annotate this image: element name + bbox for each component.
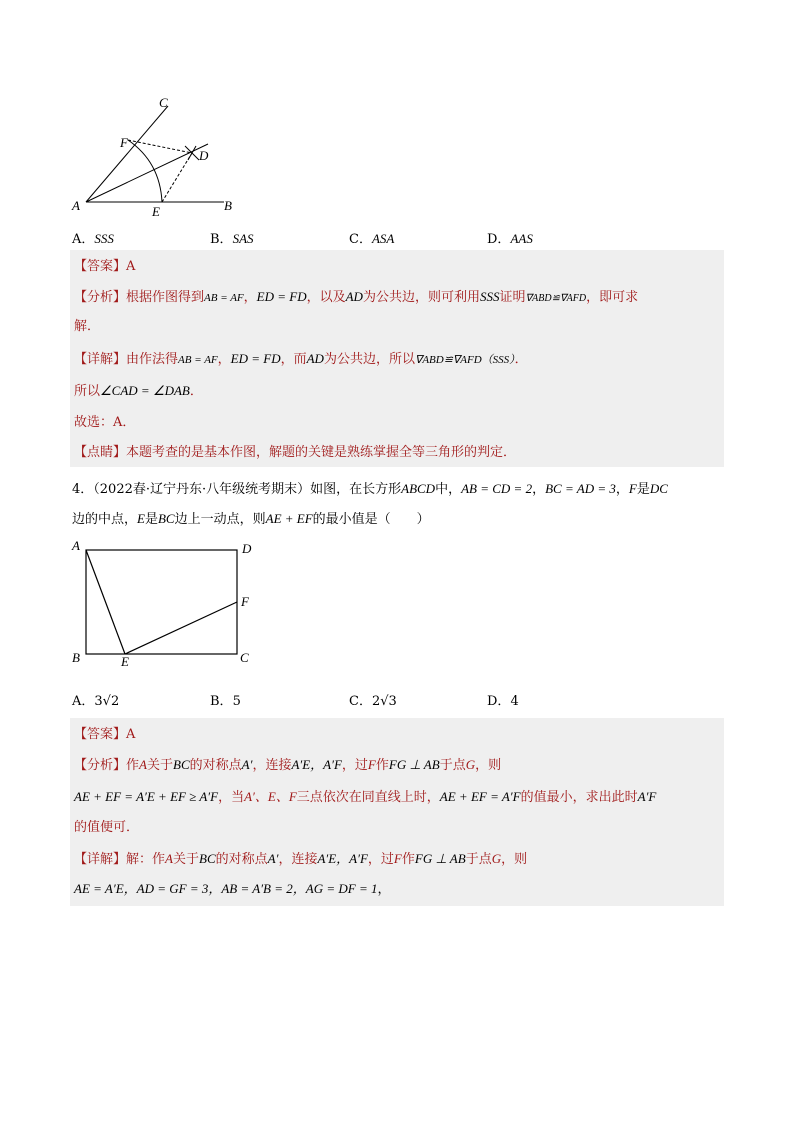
answer-value: A [126, 727, 136, 742]
text: ． [189, 384, 203, 399]
q3-option-a [72, 228, 114, 247]
text: ． [514, 352, 528, 367]
detail-tag: 【详解】 [74, 352, 127, 367]
q4-option-c [349, 690, 397, 709]
q4-analysis-line-1 [74, 756, 501, 775]
option-value: SAS [232, 231, 254, 246]
option-letter: A． [72, 232, 95, 247]
math: BC [157, 511, 175, 526]
text: 关于 [146, 758, 173, 773]
math: ABCD [401, 481, 436, 496]
q4-option-b [210, 690, 241, 709]
text: ，即可求 [586, 290, 639, 305]
text: ， [377, 882, 391, 897]
math: AE + EF [265, 511, 313, 526]
text: 边的中点， [72, 512, 138, 527]
q3-option-b [210, 228, 254, 247]
label-a: A [72, 198, 80, 213]
math: SSS [479, 289, 500, 304]
text: ， [243, 290, 257, 305]
q4-solution-panel [70, 718, 724, 906]
q4-detail-line-1 [74, 850, 527, 869]
label-a: A [72, 538, 80, 553]
q3-answer-line [74, 258, 135, 276]
dashed-ed [162, 153, 192, 202]
q3-point-line [74, 444, 516, 462]
q3-so-line [74, 382, 203, 401]
text: ，以及 [306, 290, 346, 305]
text: ， [217, 352, 231, 367]
q4-answer-line [74, 726, 135, 744]
segment-ae [86, 550, 125, 654]
text: ，当 [218, 790, 245, 805]
math: AD [306, 351, 324, 366]
label-e: E [121, 654, 129, 669]
text: 的对称点 [215, 852, 268, 867]
math: ∠CAD = ∠DAB [100, 383, 190, 398]
text: ，过 [367, 852, 394, 867]
math: F [628, 481, 637, 496]
answer-tag: 【答案】 [74, 727, 127, 742]
q3-solution-panel [70, 250, 724, 467]
label-f: F [120, 135, 128, 150]
option-value: 3√2 [94, 694, 120, 709]
rectangle-figure [66, 536, 266, 670]
option-value: 2√3 [371, 694, 397, 709]
text: 解：作 [126, 852, 166, 867]
math: BC = AD = 3 [545, 481, 616, 496]
q4-option-a [72, 690, 119, 709]
option-value: ASA [371, 231, 395, 246]
text: 作 [401, 852, 415, 867]
option-letter: B． [210, 694, 233, 709]
q4-analysis-line-3 [74, 819, 139, 837]
text: 中， [435, 482, 462, 497]
q3-detail-line [74, 350, 528, 369]
label-c: C [159, 95, 168, 110]
text: 于点 [439, 758, 466, 773]
rectangle-abcd [86, 550, 237, 654]
text: 根据作图得到 [126, 290, 205, 305]
text: ，则 [501, 852, 528, 867]
q4-analysis-line-2 [74, 788, 656, 807]
label-e: E [152, 204, 160, 219]
text: 解． [74, 319, 101, 334]
ray-ac [86, 106, 168, 202]
text: 是 [636, 482, 650, 497]
label-d: D [199, 148, 209, 163]
text: 三点依次在同直线上时， [296, 790, 440, 805]
math: ED = FD [256, 289, 307, 304]
math: FG ⊥ AB [414, 851, 466, 866]
text: 为公共边，所以 [323, 352, 415, 367]
math: BC [199, 851, 216, 866]
math: A′E，A′F [317, 851, 368, 866]
math: FG ⊥ AB [388, 757, 440, 772]
text: 故选：A． [74, 415, 136, 430]
math: AD [345, 289, 363, 304]
text: 本题考查的是基本作图，解题的关键是熟练掌握全等三角形的判定． [126, 445, 517, 460]
math: A′F [637, 789, 657, 804]
math: A′E，A′F [291, 757, 342, 772]
math: ∇ABD≌∇AFD（SSS） [414, 354, 515, 366]
text: 的对称点 [189, 758, 242, 773]
math: AB = AF [178, 354, 218, 366]
label-b: B [224, 198, 232, 213]
detail-tag: 【详解】 [74, 852, 127, 867]
arc-ef [128, 140, 162, 202]
math: ED = FD [230, 351, 281, 366]
text: ， [532, 482, 546, 497]
q4-option-d [487, 690, 519, 709]
option-letter: C． [349, 694, 372, 709]
label-b: B [72, 650, 80, 665]
text: 于点 [465, 852, 492, 867]
math: AE + EF = A′F [439, 789, 521, 804]
text: 作 [375, 758, 389, 773]
text: 为公共边，则可利用 [362, 290, 480, 305]
text: 的最小值是（ ） [312, 512, 430, 527]
text: 所以 [74, 384, 101, 399]
option-value: 5 [232, 694, 241, 709]
math: A [165, 851, 173, 866]
math: DC [649, 481, 668, 496]
q3-option-c [349, 228, 394, 247]
label-c: C [240, 650, 249, 665]
text: 4．（2022春·辽宁丹东·八年级统考期末）如图，在长方形 [72, 482, 402, 497]
label-d: D [242, 541, 252, 556]
answer-value: A [126, 259, 136, 274]
text: ，而 [280, 352, 307, 367]
text: 证明 [499, 290, 526, 305]
option-letter: B． [210, 232, 233, 247]
math: A′ [267, 851, 279, 866]
label-f: F [241, 594, 249, 609]
math: ∇ABD≌∇AFD [525, 293, 587, 304]
math: AB = CD = 2 [461, 481, 533, 496]
option-value: SSS [94, 231, 114, 246]
math: A′ [241, 757, 253, 772]
math: AB = AF [204, 292, 244, 304]
text: ，连接 [278, 852, 318, 867]
angle-bisector-figure [68, 92, 248, 222]
q3-analysis-line-1 [74, 288, 638, 308]
analysis-tag: 【分析】 [74, 758, 127, 773]
option-value: 4 [510, 694, 519, 709]
option-letter: C． [349, 232, 372, 247]
math: A [139, 757, 147, 772]
text: ，连接 [252, 758, 292, 773]
math: F [393, 851, 402, 866]
math: BC [173, 757, 190, 772]
q4-question-line-2 [72, 508, 430, 527]
analysis-tag: 【分析】 [74, 290, 127, 305]
text: 由作法得 [126, 352, 179, 367]
option-letter: D． [487, 694, 511, 709]
math: E [137, 511, 145, 526]
math: G [465, 757, 476, 772]
q3-analysis-line-2 [74, 318, 100, 336]
text: ， [615, 482, 629, 497]
answer-tag: 【答案】 [74, 259, 127, 274]
text: 的值最小，求出此时 [520, 790, 638, 805]
q4-question-line-1 [72, 478, 668, 497]
text: ，过 [341, 758, 368, 773]
math: AE + EF = A′E + EF ≥ A′F [74, 789, 219, 804]
q4-detail-line-2 [74, 880, 390, 899]
math: A′、E、F [244, 789, 297, 804]
segment-ef [125, 602, 237, 654]
q3-option-d [487, 228, 533, 247]
math: G [491, 851, 502, 866]
option-letter: D． [487, 232, 511, 247]
option-letter: A． [72, 694, 95, 709]
text: ，则 [475, 758, 502, 773]
text: 关于 [172, 852, 199, 867]
text: 的值便可． [74, 820, 140, 835]
option-value: AAS [510, 231, 533, 246]
text: 作 [126, 758, 140, 773]
math: AE = A′E，AD = GF = 3，AB = A′B = 2，AG = DF = 1 [74, 881, 378, 896]
text: 是 [144, 512, 158, 527]
q3-choose-line [74, 414, 135, 432]
point-tag: 【点睛】 [74, 445, 127, 460]
text: 边上一动点，则 [174, 512, 266, 527]
math: F [367, 757, 376, 772]
